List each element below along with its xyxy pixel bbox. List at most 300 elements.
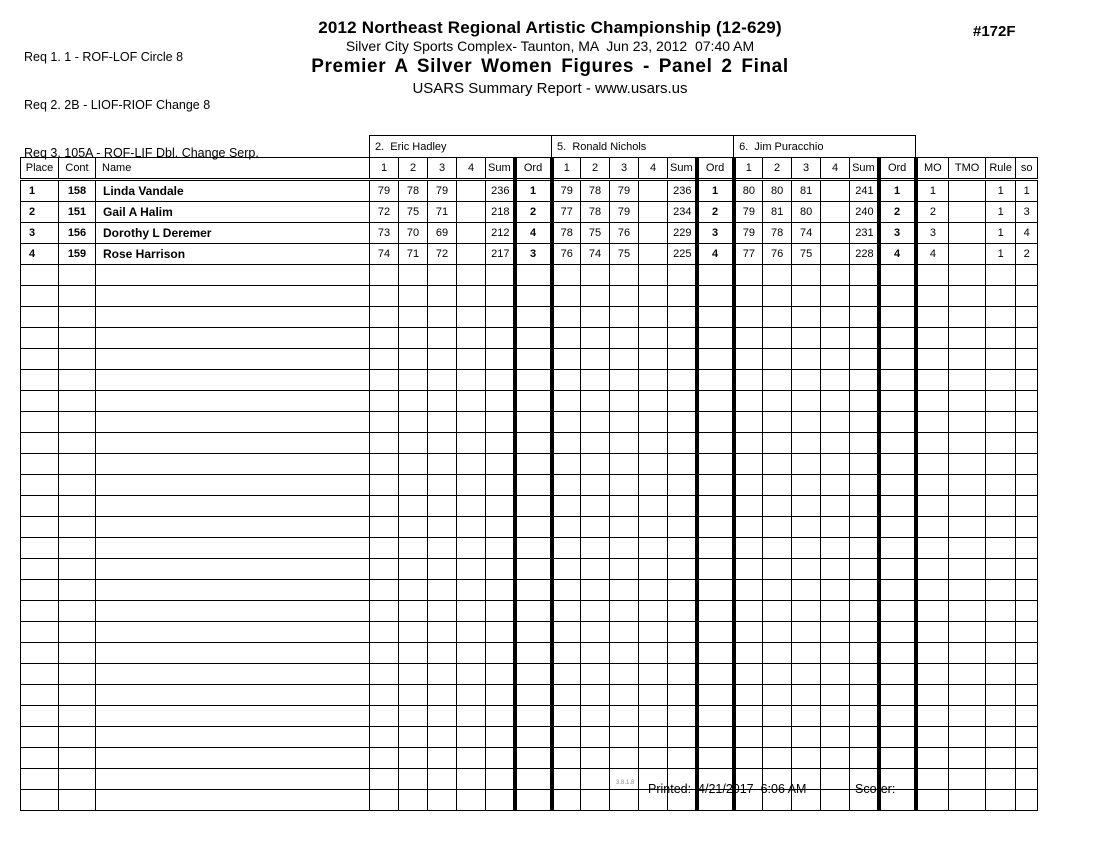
empty-score-cell — [581, 412, 610, 433]
empty-score-cell — [734, 370, 763, 391]
empty-score-cell — [428, 328, 457, 349]
score-cell: 78 — [581, 180, 610, 202]
empty-place-cell — [21, 769, 59, 790]
empty-score-cell — [734, 454, 763, 475]
empty-score-cell — [639, 370, 668, 391]
empty-score-cell — [428, 496, 457, 517]
place-cell: 3 — [21, 223, 59, 244]
score-cell: 79 — [610, 202, 639, 223]
score-cell: 69 — [428, 223, 457, 244]
sum-cell: 225 — [668, 244, 697, 265]
empty-score-cell — [581, 496, 610, 517]
empty-cont-cell — [59, 475, 96, 496]
empty-so-cell — [1016, 643, 1038, 664]
empty-cont-cell — [59, 664, 96, 685]
judge-name-cell: 2. Eric Hadley — [370, 136, 552, 158]
empty-score-cell — [457, 475, 486, 496]
empty-sum-cell — [850, 286, 879, 307]
empty-sum-cell — [486, 307, 515, 328]
skater-name-cell: Linda Vandale — [96, 180, 370, 202]
empty-row — [21, 643, 1038, 664]
empty-sum-cell — [850, 706, 879, 727]
empty-score-cell — [428, 370, 457, 391]
empty-sum-cell — [486, 496, 515, 517]
empty-score-cell — [792, 664, 821, 685]
empty-score-cell — [734, 706, 763, 727]
empty-place-cell — [21, 307, 59, 328]
empty-score-cell — [399, 685, 428, 706]
empty-score-cell — [581, 475, 610, 496]
empty-score-cell — [821, 391, 850, 412]
empty-score-cell — [581, 580, 610, 601]
empty-sum-cell — [668, 349, 697, 370]
empty-score-cell — [610, 580, 639, 601]
empty-score-cell — [581, 517, 610, 538]
empty-sum-cell — [668, 664, 697, 685]
empty-name-cell — [96, 790, 370, 811]
empty-score-cell — [581, 370, 610, 391]
empty-ordinal-cell — [879, 748, 916, 769]
empty-score-cell — [610, 328, 639, 349]
empty-ordinal-cell — [515, 538, 552, 559]
contestant-number-cell: 156 — [59, 223, 96, 244]
empty-ordinal-cell — [697, 307, 734, 328]
score-cell: 81 — [763, 202, 792, 223]
left-header-spacer — [21, 136, 370, 158]
empty-ordinal-cell — [515, 454, 552, 475]
empty-name-cell — [96, 664, 370, 685]
score-cell: 74 — [581, 244, 610, 265]
empty-ordinal-cell — [515, 727, 552, 748]
empty-score-cell — [610, 391, 639, 412]
empty-cont-cell — [59, 517, 96, 538]
empty-score-cell — [821, 349, 850, 370]
empty-tmo-cell — [949, 664, 986, 685]
event-title: Premier A Silver Women Figures - Panel 2 Final — [311, 56, 789, 77]
empty-score-cell — [428, 307, 457, 328]
empty-score-cell — [552, 307, 581, 328]
empty-so-cell — [1016, 475, 1038, 496]
empty-score-cell — [457, 307, 486, 328]
empty-score-cell — [792, 328, 821, 349]
ordinal-cell: 4 — [879, 244, 916, 265]
empty-sum-cell — [668, 643, 697, 664]
empty-ordinal-cell — [515, 412, 552, 433]
empty-mo-cell — [916, 286, 949, 307]
empty-score-cell — [581, 685, 610, 706]
empty-score-cell — [428, 643, 457, 664]
empty-sum-cell — [850, 580, 879, 601]
empty-sum-cell — [486, 727, 515, 748]
contestant-number-cell: 158 — [59, 180, 96, 202]
empty-score-cell — [552, 706, 581, 727]
empty-sum-cell — [668, 391, 697, 412]
empty-score-cell — [792, 517, 821, 538]
empty-score-cell — [370, 622, 399, 643]
empty-score-cell — [581, 328, 610, 349]
empty-ordinal-cell — [879, 538, 916, 559]
empty-score-cell — [552, 391, 581, 412]
empty-score-cell — [792, 643, 821, 664]
empty-ordinal-cell — [697, 349, 734, 370]
empty-score-cell — [370, 454, 399, 475]
empty-mo-cell — [916, 433, 949, 454]
empty-score-cell — [639, 664, 668, 685]
empty-cont-cell — [59, 370, 96, 391]
empty-score-cell — [370, 370, 399, 391]
empty-score-cell — [370, 349, 399, 370]
empty-mo-cell — [916, 601, 949, 622]
empty-score-cell — [763, 601, 792, 622]
empty-name-cell — [96, 706, 370, 727]
empty-ordinal-cell — [515, 790, 552, 811]
empty-ordinal-cell — [879, 286, 916, 307]
empty-score-cell — [399, 391, 428, 412]
column-header-2: 2 — [399, 158, 428, 180]
place-cell: 2 — [21, 202, 59, 223]
empty-place-cell — [21, 454, 59, 475]
empty-sum-cell — [668, 580, 697, 601]
empty-score-cell — [399, 349, 428, 370]
empty-score-cell — [734, 307, 763, 328]
empty-score-cell — [457, 538, 486, 559]
empty-score-cell — [763, 475, 792, 496]
empty-place-cell — [21, 580, 59, 601]
empty-row — [21, 748, 1038, 769]
empty-cont-cell — [59, 769, 96, 790]
empty-score-cell — [734, 496, 763, 517]
empty-score-cell — [792, 433, 821, 454]
empty-sum-cell — [668, 601, 697, 622]
empty-row — [21, 286, 1038, 307]
empty-name-cell — [96, 580, 370, 601]
empty-score-cell — [610, 286, 639, 307]
column-header-sum: Sum — [668, 158, 697, 180]
skater-name-cell: Dorothy L Deremer — [96, 223, 370, 244]
empty-score-cell — [821, 265, 850, 286]
empty-ordinal-cell — [515, 685, 552, 706]
score-cell: 74 — [370, 244, 399, 265]
empty-score-cell — [734, 727, 763, 748]
mo-cell: 3 — [916, 223, 949, 244]
empty-sum-cell — [850, 601, 879, 622]
empty-sum-cell — [486, 286, 515, 307]
empty-score-cell — [457, 496, 486, 517]
empty-score-cell — [457, 643, 486, 664]
empty-rule-cell — [986, 307, 1016, 328]
empty-row — [21, 622, 1038, 643]
empty-score-cell — [763, 643, 792, 664]
empty-mo-cell — [916, 475, 949, 496]
empty-score-cell — [639, 559, 668, 580]
empty-cont-cell — [59, 601, 96, 622]
empty-ordinal-cell — [697, 580, 734, 601]
column-header-3: 3 — [428, 158, 457, 180]
score-cell — [821, 244, 850, 265]
column-header-4: 4 — [639, 158, 668, 180]
empty-ordinal-cell — [697, 265, 734, 286]
empty-score-cell — [370, 391, 399, 412]
empty-row — [21, 517, 1038, 538]
column-header-tmo: TMO — [949, 158, 986, 180]
empty-cont-cell — [59, 643, 96, 664]
empty-score-cell — [581, 433, 610, 454]
empty-sum-cell — [850, 370, 879, 391]
empty-score-cell — [792, 727, 821, 748]
empty-score-cell — [734, 412, 763, 433]
empty-score-cell — [639, 643, 668, 664]
empty-score-cell — [763, 391, 792, 412]
empty-score-cell — [734, 286, 763, 307]
empty-sum-cell — [850, 412, 879, 433]
empty-score-cell — [370, 307, 399, 328]
empty-row — [21, 370, 1038, 391]
empty-place-cell — [21, 496, 59, 517]
sum-cell: 241 — [850, 180, 879, 202]
empty-score-cell — [763, 328, 792, 349]
empty-ordinal-cell — [697, 412, 734, 433]
empty-so-cell — [1016, 727, 1038, 748]
empty-score-cell — [610, 433, 639, 454]
so-cell: 4 — [1016, 223, 1038, 244]
score-cell: 78 — [763, 223, 792, 244]
empty-score-cell — [792, 748, 821, 769]
empty-score-cell — [821, 538, 850, 559]
column-header-2: 2 — [763, 158, 792, 180]
empty-score-cell — [457, 370, 486, 391]
empty-score-cell — [399, 412, 428, 433]
judge-name-cell: 5. Ronald Nichols — [552, 136, 734, 158]
empty-place-cell — [21, 685, 59, 706]
ordinal-cell: 1 — [697, 180, 734, 202]
empty-sum-cell — [850, 496, 879, 517]
empty-score-cell — [792, 349, 821, 370]
empty-score-cell — [457, 769, 486, 790]
empty-score-cell — [552, 685, 581, 706]
empty-score-cell — [428, 475, 457, 496]
empty-ordinal-cell — [515, 391, 552, 412]
empty-sum-cell — [486, 265, 515, 286]
empty-score-cell — [399, 370, 428, 391]
empty-score-cell — [639, 475, 668, 496]
empty-score-cell — [610, 496, 639, 517]
empty-score-cell — [552, 286, 581, 307]
score-cell: 80 — [734, 180, 763, 202]
empty-score-cell — [639, 748, 668, 769]
ordinal-cell: 1 — [515, 180, 552, 202]
empty-so-cell — [1016, 601, 1038, 622]
right-header-spacer — [916, 136, 1038, 158]
empty-cont-cell — [59, 580, 96, 601]
empty-sum-cell — [850, 328, 879, 349]
column-header-rule: Rule — [986, 158, 1016, 180]
score-cell — [639, 244, 668, 265]
score-cell: 80 — [792, 202, 821, 223]
empty-sum-cell — [486, 328, 515, 349]
empty-place-cell — [21, 286, 59, 307]
empty-score-cell — [763, 748, 792, 769]
empty-score-cell — [581, 769, 610, 790]
empty-row — [21, 601, 1038, 622]
score-cell — [821, 202, 850, 223]
empty-score-cell — [639, 307, 668, 328]
empty-score-cell — [552, 727, 581, 748]
empty-score-cell — [399, 601, 428, 622]
empty-tmo-cell — [949, 286, 986, 307]
requirement-line: Req 2. 2B - LIOF-RIOF Change 8 — [24, 98, 211, 112]
empty-score-cell — [552, 664, 581, 685]
empty-score-cell — [610, 412, 639, 433]
empty-score-cell — [428, 685, 457, 706]
empty-score-cell — [399, 496, 428, 517]
empty-score-cell — [734, 559, 763, 580]
empty-ordinal-cell — [515, 601, 552, 622]
place-cell: 4 — [21, 244, 59, 265]
score-cell — [457, 202, 486, 223]
empty-tmo-cell — [949, 727, 986, 748]
empty-score-cell — [370, 328, 399, 349]
empty-so-cell — [1016, 622, 1038, 643]
empty-ordinal-cell — [515, 769, 552, 790]
empty-score-cell — [821, 622, 850, 643]
empty-score-cell — [370, 664, 399, 685]
empty-score-cell — [370, 580, 399, 601]
empty-sum-cell — [486, 748, 515, 769]
empty-score-cell — [399, 622, 428, 643]
empty-place-cell — [21, 643, 59, 664]
empty-sum-cell — [850, 538, 879, 559]
empty-name-cell — [96, 433, 370, 454]
empty-sum-cell — [850, 727, 879, 748]
score-cell — [639, 223, 668, 244]
contestant-number-cell: 151 — [59, 202, 96, 223]
empty-tmo-cell — [949, 475, 986, 496]
empty-so-cell — [1016, 433, 1038, 454]
ordinal-cell: 3 — [697, 223, 734, 244]
empty-ordinal-cell — [515, 307, 552, 328]
empty-score-cell — [610, 538, 639, 559]
empty-place-cell — [21, 748, 59, 769]
empty-sum-cell — [486, 433, 515, 454]
empty-place-cell — [21, 475, 59, 496]
empty-sum-cell — [668, 370, 697, 391]
empty-tmo-cell — [949, 790, 986, 811]
empty-score-cell — [399, 748, 428, 769]
empty-mo-cell — [916, 580, 949, 601]
empty-score-cell — [457, 748, 486, 769]
empty-score-cell — [370, 748, 399, 769]
empty-tmo-cell — [949, 706, 986, 727]
empty-row — [21, 454, 1038, 475]
empty-score-cell — [399, 580, 428, 601]
empty-cont-cell — [59, 685, 96, 706]
empty-tmo-cell — [949, 622, 986, 643]
empty-score-cell — [370, 559, 399, 580]
empty-ordinal-cell — [697, 517, 734, 538]
scorer-label: Scorer: — [855, 782, 896, 796]
score-cell: 71 — [428, 202, 457, 223]
empty-ordinal-cell — [879, 475, 916, 496]
empty-ordinal-cell — [879, 559, 916, 580]
sum-cell: 234 — [668, 202, 697, 223]
empty-sum-cell — [486, 349, 515, 370]
empty-score-cell — [610, 370, 639, 391]
empty-mo-cell — [916, 370, 949, 391]
empty-score-cell — [552, 580, 581, 601]
empty-name-cell — [96, 559, 370, 580]
empty-score-cell — [610, 706, 639, 727]
empty-score-cell — [763, 580, 792, 601]
ordinal-cell: 1 — [879, 180, 916, 202]
empty-rule-cell — [986, 349, 1016, 370]
empty-score-cell — [399, 286, 428, 307]
column-header-cont: Cont — [59, 158, 96, 180]
empty-score-cell — [581, 706, 610, 727]
empty-tmo-cell — [949, 370, 986, 391]
empty-score-cell — [792, 454, 821, 475]
empty-rule-cell — [986, 391, 1016, 412]
empty-score-cell — [399, 517, 428, 538]
empty-score-cell — [370, 475, 399, 496]
printed-timestamp: Printed: 4/21/2017 6:06 AM — [648, 782, 807, 796]
empty-cont-cell — [59, 286, 96, 307]
empty-ordinal-cell — [697, 391, 734, 412]
empty-score-cell — [763, 664, 792, 685]
empty-rule-cell — [986, 475, 1016, 496]
score-cell: 72 — [428, 244, 457, 265]
empty-score-cell — [552, 622, 581, 643]
empty-so-cell — [1016, 664, 1038, 685]
score-cell: 79 — [552, 180, 581, 202]
empty-sum-cell — [850, 748, 879, 769]
empty-score-cell — [370, 433, 399, 454]
empty-so-cell — [1016, 391, 1038, 412]
venue-date-line: Silver City Sports Complex- Taunton, MA Jun 23, 2012 07:40 AM — [345, 38, 755, 54]
empty-ordinal-cell — [879, 370, 916, 391]
empty-row — [21, 391, 1038, 412]
empty-score-cell — [763, 286, 792, 307]
empty-mo-cell — [916, 517, 949, 538]
empty-ordinal-cell — [879, 685, 916, 706]
skater-name-cell: Rose Harrison — [96, 244, 370, 265]
empty-rule-cell — [986, 538, 1016, 559]
empty-score-cell — [610, 517, 639, 538]
score-cell: 75 — [399, 202, 428, 223]
empty-sum-cell — [486, 580, 515, 601]
empty-sum-cell — [850, 391, 879, 412]
empty-score-cell — [610, 790, 639, 811]
empty-score-cell — [552, 601, 581, 622]
empty-mo-cell — [916, 769, 949, 790]
empty-ordinal-cell — [515, 328, 552, 349]
empty-ordinal-cell — [879, 454, 916, 475]
empty-sum-cell — [850, 349, 879, 370]
empty-row — [21, 433, 1038, 454]
empty-so-cell — [1016, 685, 1038, 706]
empty-score-cell — [610, 769, 639, 790]
empty-score-cell — [428, 727, 457, 748]
score-cell: 76 — [552, 244, 581, 265]
empty-place-cell — [21, 349, 59, 370]
empty-score-cell — [581, 349, 610, 370]
empty-so-cell — [1016, 538, 1038, 559]
empty-score-cell — [763, 412, 792, 433]
empty-sum-cell — [486, 370, 515, 391]
sum-cell: 229 — [668, 223, 697, 244]
empty-score-cell — [581, 643, 610, 664]
empty-score-cell — [428, 790, 457, 811]
empty-cont-cell — [59, 790, 96, 811]
